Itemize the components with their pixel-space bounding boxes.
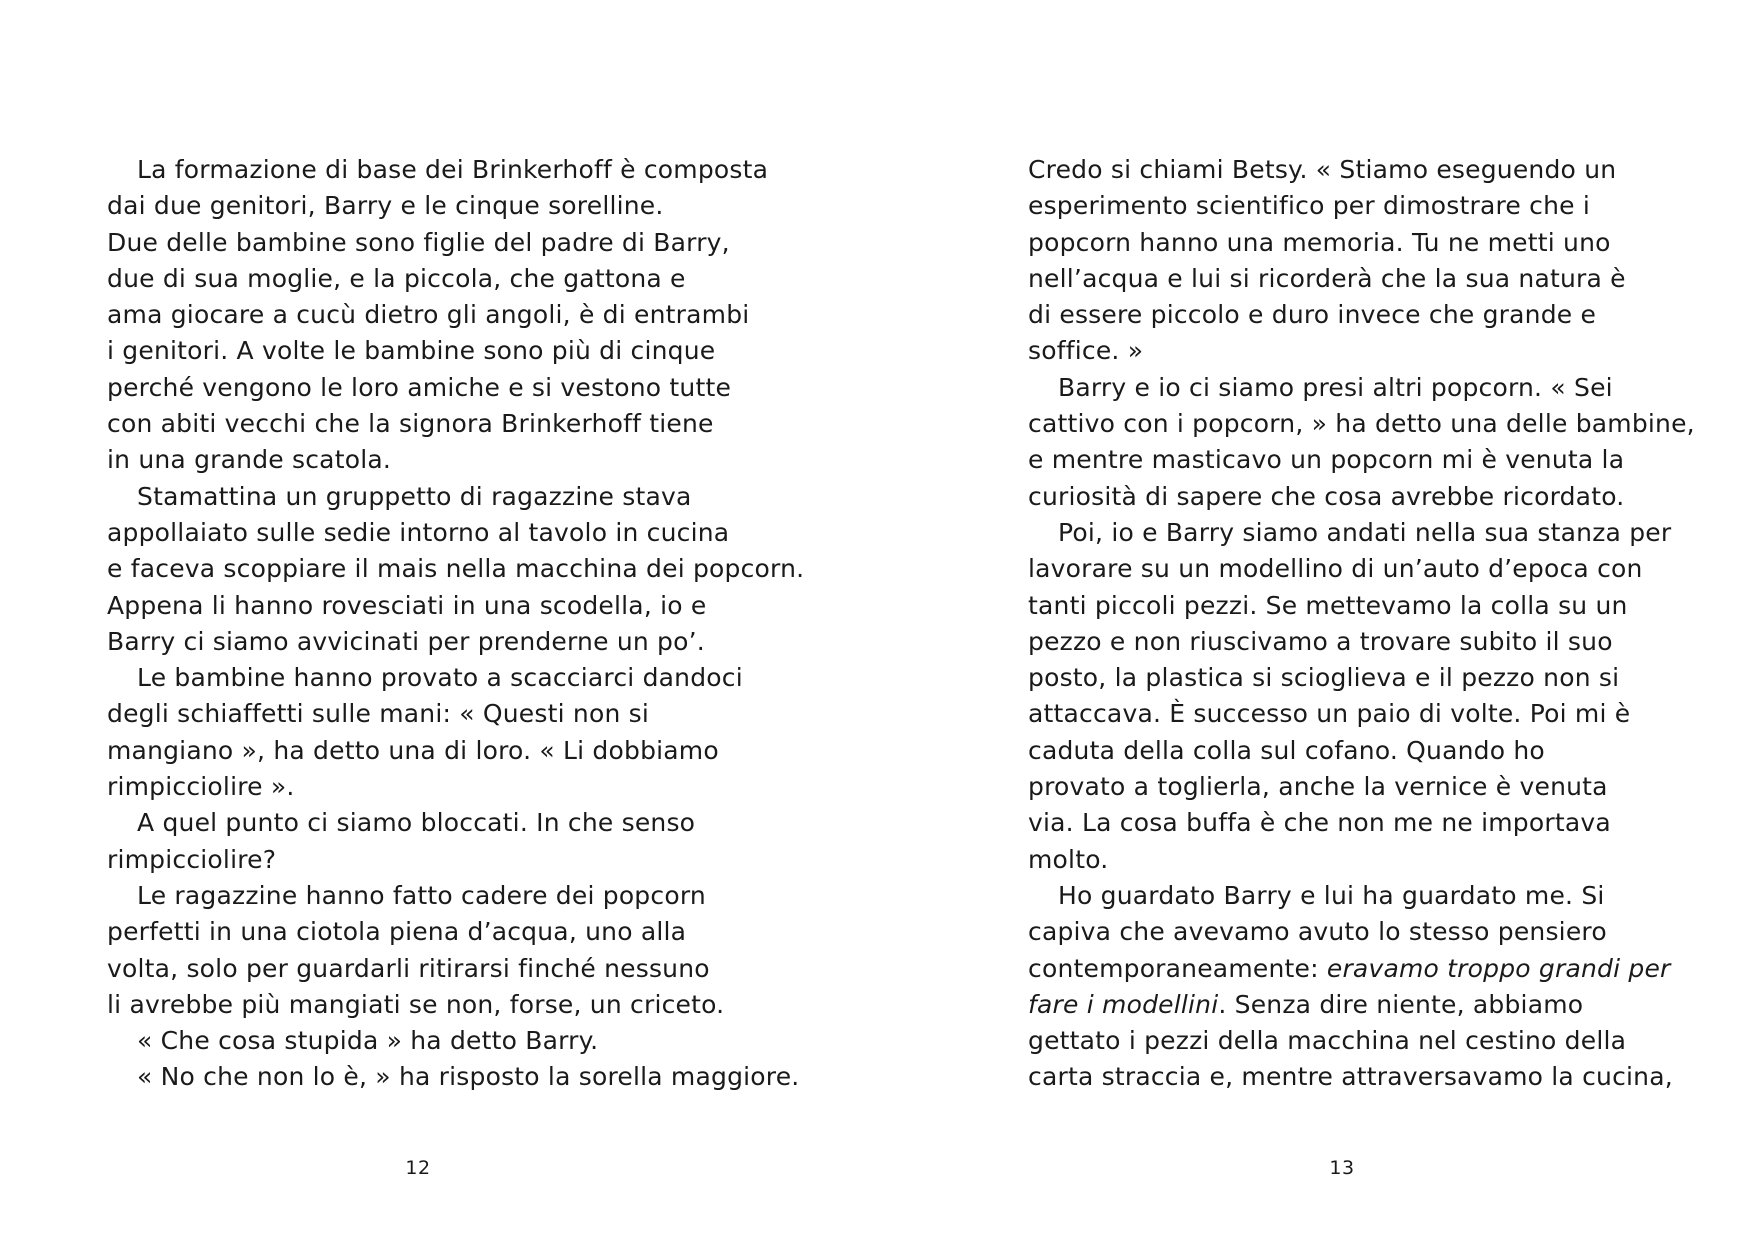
left-page-text — [107, 152, 805, 1096]
text-line: capiva che avevamo avuto lo stesso pensiero — [1028, 917, 1607, 947]
text-line: degli schiaffetti sulle mani: « Questi non si — [107, 699, 650, 729]
text-line: appollaiato sulle sedie intorno al tavolo in cucina — [107, 517, 730, 547]
text-segment: contemporaneamente: — [1028, 953, 1327, 983]
text-line: gettato i pezzi della macchina nel cestino della — [1028, 1026, 1627, 1056]
text-line — [1028, 951, 1671, 987]
page-number: 12 — [405, 1157, 431, 1179]
text-line: rimpicciolire? — [107, 844, 277, 874]
text-line: i genitori. A volte le bambine sono più di cinque — [107, 336, 716, 366]
text-line: Ho guardato Barry e lui ha guardato me. Si — [1058, 880, 1605, 910]
text-line: popcorn hanno una memoria. Tu ne metti uno — [1028, 227, 1611, 257]
text-line: Le bambine hanno provato a scacciarci dandoci — [137, 663, 743, 693]
text-line: esperimento scientifico per dimostrare che i — [1028, 191, 1591, 221]
text-line: volta, solo per guardarli ritirarsi finché nessuno — [107, 953, 710, 983]
text-segment: . Senza dire niente, abbiamo — [1218, 989, 1584, 1019]
text-line: via. La cosa buffa è che non me ne importava — [1028, 808, 1611, 838]
text-line: posto, la plastica si scioglieva e il pezzo non si — [1028, 663, 1620, 693]
text-line: e faceva scoppiare il mais nella macchina dei popcorn. — [107, 554, 805, 584]
right-page-text — [1028, 152, 1695, 1096]
text-line: Appena li hanno rovesciati in una scodella, io e — [107, 590, 707, 620]
text-line: in una grande scatola. — [107, 445, 392, 475]
text-line: li avrebbe più mangiati se non, forse, un criceto. — [107, 989, 725, 1019]
text-line: La formazione di base dei Brinkerhoff è composta — [137, 155, 769, 184]
text-line: Due delle bambine sono figlie del padre di Barry, — [107, 227, 730, 257]
text-line: pezzo e non riuscivamo a trovare subito il suo — [1028, 626, 1613, 656]
text-line: Le ragazzine hanno fatto cadere dei popcorn — [137, 880, 706, 910]
text-line: lavorare su un modellino di un’auto d’epoca con — [1028, 554, 1643, 584]
text-line: Credo si chiami Betsy. « Stiamo eseguendo un — [1028, 155, 1617, 184]
text-line: rimpicciolire ». — [107, 772, 295, 802]
text-line: A quel punto ci siamo bloccati. In che senso — [137, 808, 696, 838]
text-line: provato a toglierla, anche la vernice è venuta — [1028, 772, 1608, 802]
text-line: attaccava. È successo un paio di volte. Poi mi è — [1028, 699, 1631, 729]
text-line: cattivo con i popcorn, » ha detto una delle bambine, — [1028, 409, 1695, 439]
italic-text-segment: fare i modellini — [1028, 989, 1219, 1019]
text-line: carta straccia e, mentre attraversavamo la cucina, — [1028, 1062, 1673, 1092]
text-line: Barry ci siamo avvicinati per prenderne un po’. — [107, 626, 705, 656]
text-line: Poi, io e Barry siamo andati nella sua stanza per — [1058, 517, 1672, 547]
text-line: ama giocare a cucù dietro gli angoli, è di entrambi — [107, 300, 750, 330]
text-line: curiosità di sapere che cosa avrebbe ricordato. — [1028, 481, 1625, 511]
text-line: molto. — [1028, 844, 1109, 874]
text-line: con abiti vecchi che la signora Brinkerhoff tiene — [107, 409, 714, 439]
text-line: « Che cosa stupida » ha detto Barry. — [137, 1026, 599, 1056]
text-line — [1028, 987, 1668, 1023]
text-line: « No che non lo è, » ha risposto la sorella maggiore. — [137, 1062, 800, 1092]
text-line: Stamattina un gruppetto di ragazzine stava — [137, 481, 692, 511]
page-number: 13 — [1329, 1157, 1355, 1179]
text-line: perché vengono le loro amiche e si vestono tutte — [107, 372, 732, 402]
right-page — [874, 0, 1748, 1240]
text-line: due di sua moglie, e la piccola, che gattona e — [107, 263, 686, 293]
text-line: caduta della colla sul cofano. Quando ho — [1028, 735, 1545, 765]
italic-text-segment: eravamo troppo grandi per — [1326, 953, 1671, 983]
text-line: nell’acqua e lui si ricorderà che la sua natura è — [1028, 263, 1626, 293]
text-line: dai due genitori, Barry e le cinque sorelline. — [107, 191, 664, 221]
text-line: e mentre masticavo un popcorn mi è venuta la — [1028, 445, 1625, 475]
text-line: soffice. » — [1028, 336, 1144, 366]
text-line: di essere piccolo e duro invece che grande e — [1028, 300, 1597, 330]
text-line: perfetti in una ciotola piena d’acqua, uno alla — [107, 917, 687, 947]
text-line: Barry e io ci siamo presi altri popcorn. « Sei — [1058, 372, 1613, 402]
text-line: mangiano », ha detto una di loro. « Li dobbiamo — [107, 735, 719, 765]
text-line: tanti piccoli pezzi. Se mettevamo la colla su un — [1028, 590, 1628, 620]
